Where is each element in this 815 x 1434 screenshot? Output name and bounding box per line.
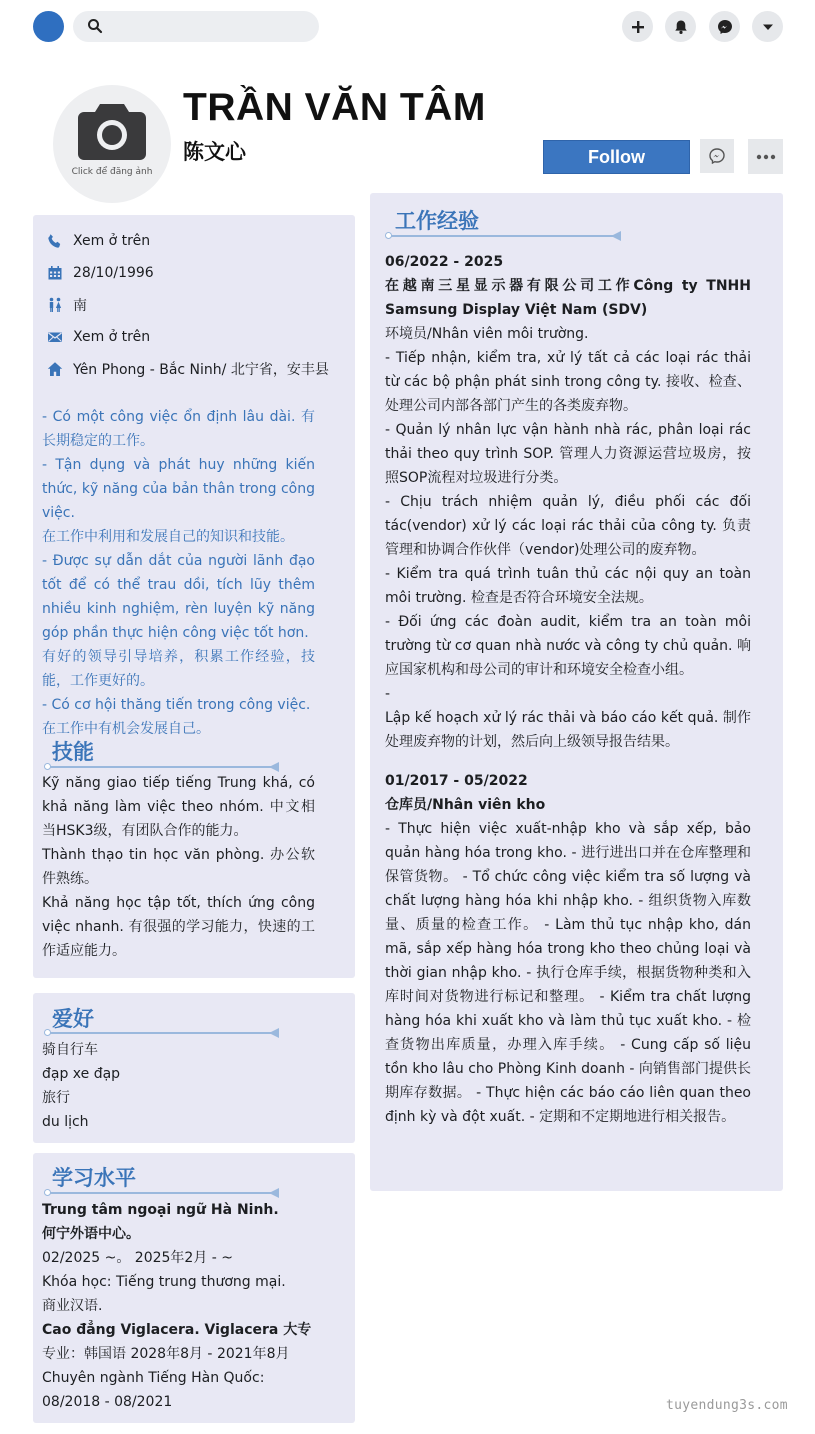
job-date (385, 769, 751, 793)
hobbies-list (42, 1038, 315, 1134)
objective-line: - Có một công việc ổn định lâu dài. 有长期稳定的工作。 (42, 409, 315, 449)
job-duty: - Chịu trách nhiệm quản lý, điều phối các đối tác(vendor) xử lý các loại rác thải của công ty. 负责管理和协调合作伙伴（vendor)处理公司的废弃物。 (385, 494, 751, 558)
section-divider (44, 1188, 279, 1198)
skills-list (42, 771, 315, 963)
top-bar (0, 0, 815, 54)
job-date (385, 250, 751, 274)
job-duty: - Tiếp nhận, kiểm tra, xử lý tất cả các loại rác thải từ các bộ phận phát sinh trong công ty. 接收、检查、处理公司内部各部门产生的各类废弃物。 (385, 350, 751, 414)
school-course-cn: 商业汉语. (42, 1298, 103, 1314)
caret-down-icon (760, 19, 776, 35)
contact-phone (47, 225, 329, 257)
contact-birthday-text: 28/10/1996 (73, 265, 154, 281)
work-title: 工作经验 (395, 209, 479, 233)
section-divider (385, 231, 621, 241)
skill-item: Khả năng học tập tốt, thích ứng công việc nhanh. 有很强的学习能力，快速的工作适应能力。 (42, 895, 315, 959)
message-button[interactable] (700, 139, 734, 173)
objective-line: 在工作中利用和发展自己的知识和技能。 (42, 529, 294, 545)
search-input[interactable] (73, 11, 319, 42)
college-name (42, 1318, 315, 1342)
school-name-text: Trung tâm ngoại ngữ Hà Ninh. (42, 1202, 279, 1218)
hobby-item: 骑自行车 (42, 1042, 98, 1058)
education-panel (33, 1153, 355, 1423)
objective-line: - Được sự dẫn dắt của người lãnh đạo tốt để có thể trau dồi, tích lũy thêm nhiều kinh nghiệm, rèn luyện kỹ năng góp phần thực hiện công việc tốt hơn. (42, 553, 315, 641)
job-position (385, 793, 751, 817)
objective-line: - Tận dụng và phát huy những kiến thức, kỹ năng của bản thân trong công việc. (42, 457, 315, 521)
hobby-item: 旅行 (42, 1090, 70, 1106)
career-objective (42, 405, 315, 741)
hobbies-title: 爱好 (52, 1007, 94, 1031)
job-company-text: 在越南三星显示器有限公司工作Công ty TNHH Samsung Display Việt Nam (SDV) (385, 278, 751, 318)
job-description: - Thực hiện việc xuất-nhập kho và sắp xếp, bảo quản hàng hóa trong kho. - 进行进出口并在仓库整理和保管货物。 - Tổ chức công việc kiểm tra số lượng và chất lượng hàng hóa khi nhập kho. - 组织货物入库数量、质量的检查工作。 - Làm thủ tục nhập kho, dán mã, sắp xếp hàng hóa trong kho theo chủng loại và thời gian nhập kho. - 执行仓库手续，根据货物种类和入库时间对货物进行标记和整理。 - Kiểm tra chất lượng hàng hóa khi xuất kho và làm thủ tục xuất kho. - 检查货物出库质量，办理入库手续。 - Cung cấp số liệu tồn kho lâu cho Phòng Kinh doanh - 向销售部门提供长期库存数据。 - Thực hiện các báo cáo liên quan theo định kỳ và đột xuất. - 定期和不定期地进行相关报告。 (385, 821, 751, 1125)
job-date-text: 01/2017 - 05/2022 (385, 773, 528, 789)
job-duty: - Quản lý nhân lực vận hành nhà rác, phân loại rác thải theo quy trình SOP. 管理人力资源运营垃圾房，按照SOP流程对垃圾进行分类。 (385, 422, 751, 486)
calendar-icon (47, 265, 63, 281)
messenger-icon (717, 19, 733, 35)
bell-icon (673, 19, 689, 35)
education-list (42, 1198, 315, 1414)
skills-title: 技能 (52, 740, 94, 764)
plus-icon (630, 19, 646, 35)
follow-button[interactable]: Follow (543, 140, 690, 174)
job-entry (385, 769, 751, 1129)
home-icon (47, 361, 63, 377)
skill-item: Thành thạo tin học văn phòng. 办公软件熟练。 (42, 847, 315, 887)
messenger-icon (709, 148, 725, 164)
college-major: 专业：韩国语 2028年8月 - 2021年8月 Chuyên ngành Tiếng Hàn Quốc: 08/2018 - 08/2021 (42, 1346, 290, 1410)
messenger-button[interactable] (709, 11, 740, 42)
more-options-button[interactable] (748, 139, 783, 174)
job-duty: - (385, 686, 391, 702)
school-name-cn (42, 1222, 315, 1246)
contact-address-text: Yên Phong - Bắc Ninh/ 北宁省，安丰县 (73, 362, 329, 378)
contact-phone-text: Xem ở trên (73, 233, 151, 249)
profile-name: TRẦN VĂN TÂM (183, 86, 486, 129)
create-button[interactable] (622, 11, 653, 42)
hobby-item: du lịch (42, 1114, 89, 1130)
job-duty: - Đối ứng các đoàn audit, kiểm tra an toàn môi trường từ cơ quan nhà nước và công ty chủ quản. 响应国家机构和母公司的审计和环境安全检查小组。 (385, 614, 751, 678)
more-dots-icon (756, 154, 776, 160)
contact-address (47, 353, 329, 385)
objective-line: - Có cơ hội thăng tiến trong công việc. (42, 697, 311, 713)
logo[interactable] (33, 11, 64, 42)
notifications-button[interactable] (665, 11, 696, 42)
work-experience-panel (370, 193, 783, 1191)
camera-icon (76, 100, 148, 164)
job-company (385, 274, 751, 322)
email-icon (47, 329, 63, 345)
contact-email-text: Xem ở trên (73, 329, 151, 345)
objective-line: 有好的领导引导培养，积累工作经验，技能，工作更好的。 (42, 649, 315, 689)
hobby-item: đạp xe đạp (42, 1066, 121, 1082)
account-menu-button[interactable] (752, 11, 783, 42)
contact-gender-text: 南 (73, 298, 87, 314)
job-duty: - Kiểm tra quá trình tuân thủ các nội quy an toàn môi trường. 检查是否符合环境安全法规。 (385, 566, 751, 606)
contact-panel (33, 215, 355, 978)
search-icon (87, 18, 103, 34)
job-position-text: 仓库员/Nhân viên kho (385, 797, 546, 813)
job-duty: Lập kế hoạch xử lý rác thải và báo cáo kết quả. 制作处理废弃物的计划，然后向上级领导报告结果。 (385, 710, 751, 750)
contact-birthday (47, 257, 329, 289)
school-name (42, 1198, 315, 1222)
school-date: 02/2025 ~。 2025年2月 - ~ (42, 1250, 234, 1266)
contact-list (47, 225, 329, 385)
avatar-caption: Click để đăng ảnh (71, 167, 153, 177)
phone-icon (47, 233, 63, 249)
gender-icon (47, 297, 63, 313)
hobbies-panel (33, 993, 355, 1143)
education-title: 学习水平 (52, 1166, 136, 1190)
job-entry (385, 250, 751, 754)
section-divider (44, 1028, 279, 1038)
profile-chinese-name: 陈文心 (183, 140, 246, 164)
college-name-text: Cao đẳng Viglacera. Viglacera 大专 (42, 1322, 312, 1338)
watermark: tuyendung3s.com (666, 1398, 788, 1413)
skill-item: Kỹ năng giao tiếp tiếng Trung khá, có khả năng làm việc theo nhóm. 中文相当HSK3级，有团队合作的能力。 (42, 775, 315, 839)
school-name-cn-text: 何宁外语中心。 (42, 1226, 140, 1242)
avatar-upload[interactable] (53, 85, 171, 203)
job-position: 环境员/Nhân viên môi trường. (385, 326, 589, 342)
objective-line: 在工作中有机会发展自己。 (42, 721, 210, 737)
contact-gender (47, 289, 329, 321)
school-course: Khóa học: Tiếng trung thương mại. (42, 1274, 286, 1290)
job-date-text: 06/2022 - 2025 (385, 254, 504, 270)
contact-email (47, 321, 329, 353)
